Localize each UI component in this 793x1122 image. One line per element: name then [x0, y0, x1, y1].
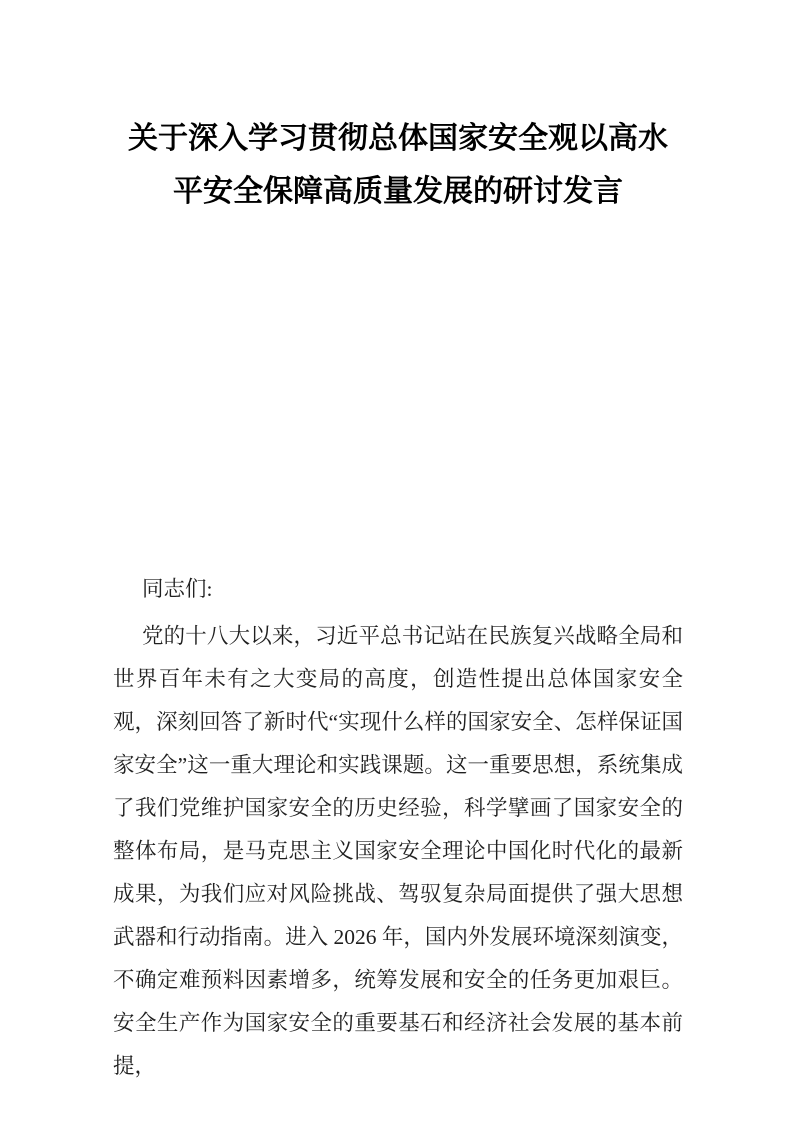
- salutation-paragraph: 同志们:: [142, 577, 213, 601]
- document-title: [113, 112, 683, 218]
- document-title-line-2: 平安全保障高质量发展的研讨发言: [173, 175, 623, 208]
- blank-space: [113, 218, 683, 568]
- body-paragraph: 党的十八大以来，习近平总书记站在民族复兴战略全局和世界百年未有之大变局的高度，创造性提出总体国家安全观，深刻回答了新时代“实现什么样的国家安全、怎样保证国家安全”这一重大理论和实践课题。这一重要思想，系统集成了我们党维护国家安全的历史经验，科学擘画了国家安全的整体布局，是马克思主义国家安全理论中国化时代化的最新成果，为我们应对风险挑战、驾驭复杂局面提供了强大思想武器和行动指南。进入 2026 年，国内外发展环境深刻演变，不确定难预料因素增多，统筹发展和安全的任务更加艰巨。安全生产作为国家安全的重要基石和经济社会发展的基本前提，: [113, 624, 683, 1078]
- document-title-line-1: 关于深入学习贯彻总体国家安全观以高水: [128, 122, 668, 155]
